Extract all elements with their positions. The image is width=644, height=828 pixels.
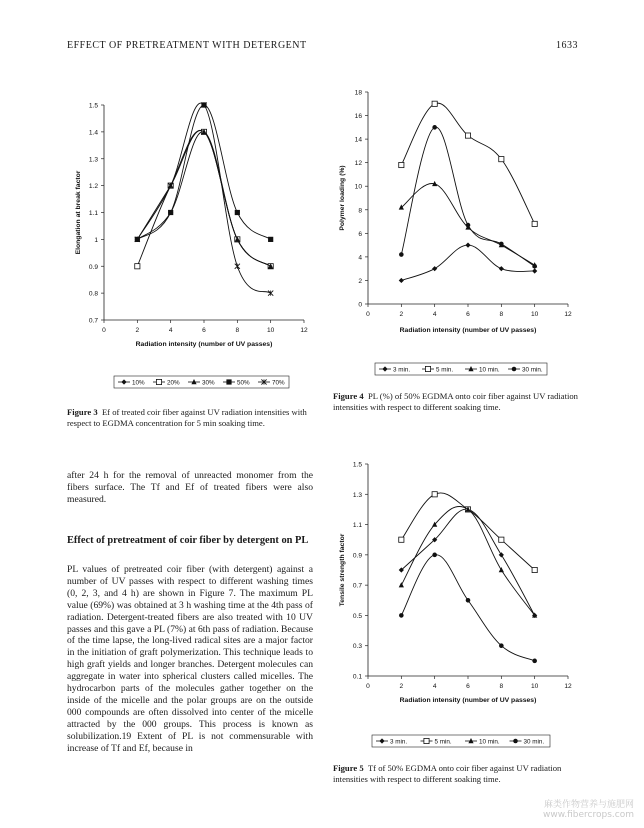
y-tick-label: 4: [358, 254, 362, 262]
data-point: [399, 252, 404, 257]
series-line: [137, 130, 270, 266]
y-tick-label: 0.7: [88, 317, 98, 325]
data-point: [268, 291, 273, 296]
x-tick-label: 6: [466, 311, 470, 318]
figure-4-caption-label: Figure 4: [333, 391, 364, 401]
x-tick-label: 8: [235, 327, 240, 334]
figure-5-chart: [330, 452, 580, 757]
data-point: [235, 264, 240, 269]
series-line: [137, 132, 270, 267]
legend-marker: [156, 379, 161, 384]
figure-3-caption-label: Figure 3: [67, 407, 98, 417]
data-point: [466, 598, 471, 603]
watermark: [543, 797, 634, 820]
data-point: [268, 237, 273, 242]
data-point: [499, 242, 504, 247]
y-tick-label: 0: [358, 301, 362, 309]
data-point: [135, 264, 140, 269]
data-point: [432, 492, 437, 497]
y-tick-label: 0.8: [88, 290, 98, 298]
y-tick-label: 1: [94, 236, 98, 244]
data-point: [532, 268, 537, 273]
data-point: [465, 243, 470, 248]
series-30: [135, 129, 274, 269]
x-tick-label: 12: [300, 327, 308, 334]
section-heading: Effect of pretreatment of coir fiber by detergent on PL: [67, 535, 309, 546]
series-line: [401, 245, 534, 280]
legend-marker: [513, 739, 518, 744]
data-point: [532, 221, 537, 226]
y-tick-label: 10: [354, 183, 362, 191]
x-tick-label: 6: [466, 683, 470, 690]
y-tick-label: 0.9: [88, 263, 98, 271]
data-point: [399, 613, 404, 618]
data-point: [532, 264, 537, 269]
legend-marker: [424, 738, 429, 743]
x-tick-label: 12: [564, 683, 572, 690]
legend-label: 20%: [167, 379, 180, 387]
y-axis-label: Polymer loading (%): [339, 165, 346, 231]
legend-label: 10%: [132, 379, 145, 387]
y-tick-label: 1.1: [88, 210, 98, 217]
figure-5-caption-text: Tf of 50% EGDMA onto coir fiber against UV radiation intensities with respect to different soaking time.: [333, 763, 562, 784]
x-tick-label: 8: [499, 311, 504, 318]
figure-3-caption-text: Ef of treated coir fiber against UV radiation intensities with respect to EGDMA concentration for 5 min soaking time.: [67, 407, 307, 428]
x-axis-label: Radiation intensity (number of UV passes): [399, 697, 537, 704]
figure-4-caption: [333, 391, 583, 413]
series-5min: [399, 492, 538, 573]
x-tick-label: 2: [135, 327, 140, 334]
y-tick-label: 1.5: [352, 461, 362, 469]
y-tick-label: 0.3: [352, 643, 362, 651]
data-point: [499, 537, 504, 542]
legend-label: 30%: [202, 379, 215, 387]
figure-4-chart: [330, 82, 580, 384]
x-tick-label: 4: [432, 311, 437, 318]
series-30min: [399, 553, 537, 664]
series-5min: [399, 101, 538, 226]
series-line: [137, 131, 270, 267]
y-tick-label: 6: [358, 230, 362, 238]
data-point: [432, 553, 437, 558]
data-point: [499, 552, 504, 557]
y-tick-label: 1.3: [88, 156, 98, 164]
x-tick-label: 0: [366, 683, 370, 690]
data-point: [432, 125, 437, 130]
data-point: [499, 266, 504, 271]
data-point: [432, 266, 437, 271]
figure-5-plot: [339, 462, 572, 748]
data-point: [168, 210, 173, 215]
legend: [375, 363, 547, 375]
x-axis-label: Radiation intensity (number of UV passes): [135, 341, 273, 348]
data-point: [399, 582, 404, 587]
x-tick-label: 2: [399, 683, 404, 690]
y-tick-label: 18: [354, 89, 362, 97]
series-10: [135, 129, 274, 269]
figure-5-caption: [333, 763, 583, 785]
data-point: [399, 278, 404, 283]
x-tick-label: 10: [266, 327, 275, 334]
series-20: [135, 129, 274, 269]
legend-label: 70%: [272, 379, 285, 387]
data-point: [466, 223, 471, 228]
figure-5-caption-label: Figure 5: [333, 763, 364, 773]
legend: [114, 376, 289, 388]
y-tick-label: 12: [354, 160, 362, 168]
legend-label: 10 min.: [479, 366, 500, 374]
x-tick-label: 0: [102, 327, 106, 334]
running-head-title: EFFECT OF PRETREATMENT WITH DETERGENT: [67, 40, 307, 51]
series-line: [137, 105, 270, 239]
data-point: [235, 210, 240, 215]
y-tick-label: 1.5: [88, 102, 98, 110]
legend-label: 5 min.: [434, 738, 452, 746]
figure-3-chart: [66, 92, 316, 397]
watermark-line-1: 麻类作物营养与施肥网: [543, 800, 634, 810]
y-tick-label: 14: [354, 136, 362, 144]
y-tick-label: 8: [358, 207, 362, 215]
data-point: [532, 567, 537, 572]
y-tick-label: 1.2: [88, 183, 98, 191]
y-tick-label: 0.5: [352, 612, 362, 620]
figure-4-plot: [339, 90, 572, 376]
y-tick-label: 1.4: [88, 129, 98, 137]
x-tick-label: 8: [499, 683, 504, 690]
figure-4-caption-text: PL (%) of 50% EGDMA onto coir fiber against UV radiation intensities with respect to different soaking time.: [333, 391, 578, 412]
y-tick-label: 0.1: [352, 673, 362, 681]
x-tick-label: 10: [530, 311, 539, 318]
legend-label: 5 min.: [436, 366, 454, 374]
x-tick-label: 0: [366, 311, 370, 318]
x-axis-label: Radiation intensity (number of UV passes): [399, 327, 537, 334]
legend-marker: [226, 379, 231, 384]
intro-paragraph: after 24 h for the removal of unreacted monomer from the fibers surface. The Tf and Ef of treated fibers were also measured.: [67, 470, 313, 505]
series-line: [401, 555, 534, 661]
data-point: [399, 204, 404, 209]
y-tick-label: 0.7: [352, 582, 362, 590]
data-point: [399, 162, 404, 167]
series-line: [401, 103, 534, 224]
legend-label: 3 min.: [393, 366, 411, 374]
legend-label: 50%: [237, 379, 250, 387]
data-point: [532, 659, 537, 664]
legend-label: 10 min.: [479, 738, 500, 746]
x-tick-label: 6: [202, 327, 206, 334]
legend-marker: [512, 367, 517, 372]
data-point: [499, 157, 504, 162]
x-tick-label: 4: [168, 327, 173, 334]
y-tick-label: 2: [358, 277, 362, 285]
data-point: [499, 643, 504, 648]
data-point: [465, 133, 470, 138]
x-tick-label: 4: [432, 683, 437, 690]
x-tick-label: 2: [399, 311, 404, 318]
y-axis-label: Elongation at break factor: [75, 170, 82, 255]
figure-3-caption: [67, 407, 313, 429]
series-line: [401, 493, 534, 570]
x-tick-label: 12: [564, 311, 572, 318]
legend: [372, 735, 550, 747]
figure-3-plot: [75, 102, 308, 388]
y-tick-label: 1.1: [352, 522, 362, 530]
data-point: [432, 101, 437, 106]
y-tick-label: 0.9: [352, 552, 362, 560]
legend-label: 30 min.: [522, 366, 543, 374]
legend-label: 3 min.: [390, 738, 408, 746]
page-number: 1633: [556, 40, 578, 51]
data-point: [399, 537, 404, 542]
section-paragraph: PL values of pretreated coir fiber (with detergent) against a number of UV passes with respect to different washing times (0, 2, 3, and 4 h) are shown in Figure 7. The maximum PL value (69%) was obtained at 3 h washing time at the 4th pass of radiation. Detergent-treated fibers are also treated with 10 UV passes and this gave a PL (7%) at 6th pass of radiation. Because of the time lapse, the long-lived radical sites are a major factor in the initiation of graft polymerization. This technique leads to high graft yields and longer branches. Detergent molecules can aggregate in water into spherical clusters called micelles. The hydrocarbon parts of the molecules gather together on the inside of the micelle and the polar groups are on the outside 000 compounds are often dissolved into center of the micelle attracted by the 000 groups. This process is known as solubilization.19 Extent of PL is not commensurable with increase of Tf and Ef, because in: [67, 564, 313, 754]
y-tick-label: 16: [354, 113, 362, 121]
series-3min: [399, 243, 538, 284]
x-tick-label: 10: [530, 683, 539, 690]
watermark-line-2: www.fibercrops.com: [543, 810, 634, 820]
legend-label: 30 min.: [523, 738, 545, 746]
legend-marker: [425, 366, 430, 371]
y-tick-label: 1.3: [352, 491, 362, 499]
y-axis-label: Tensile strength factor: [339, 533, 346, 607]
